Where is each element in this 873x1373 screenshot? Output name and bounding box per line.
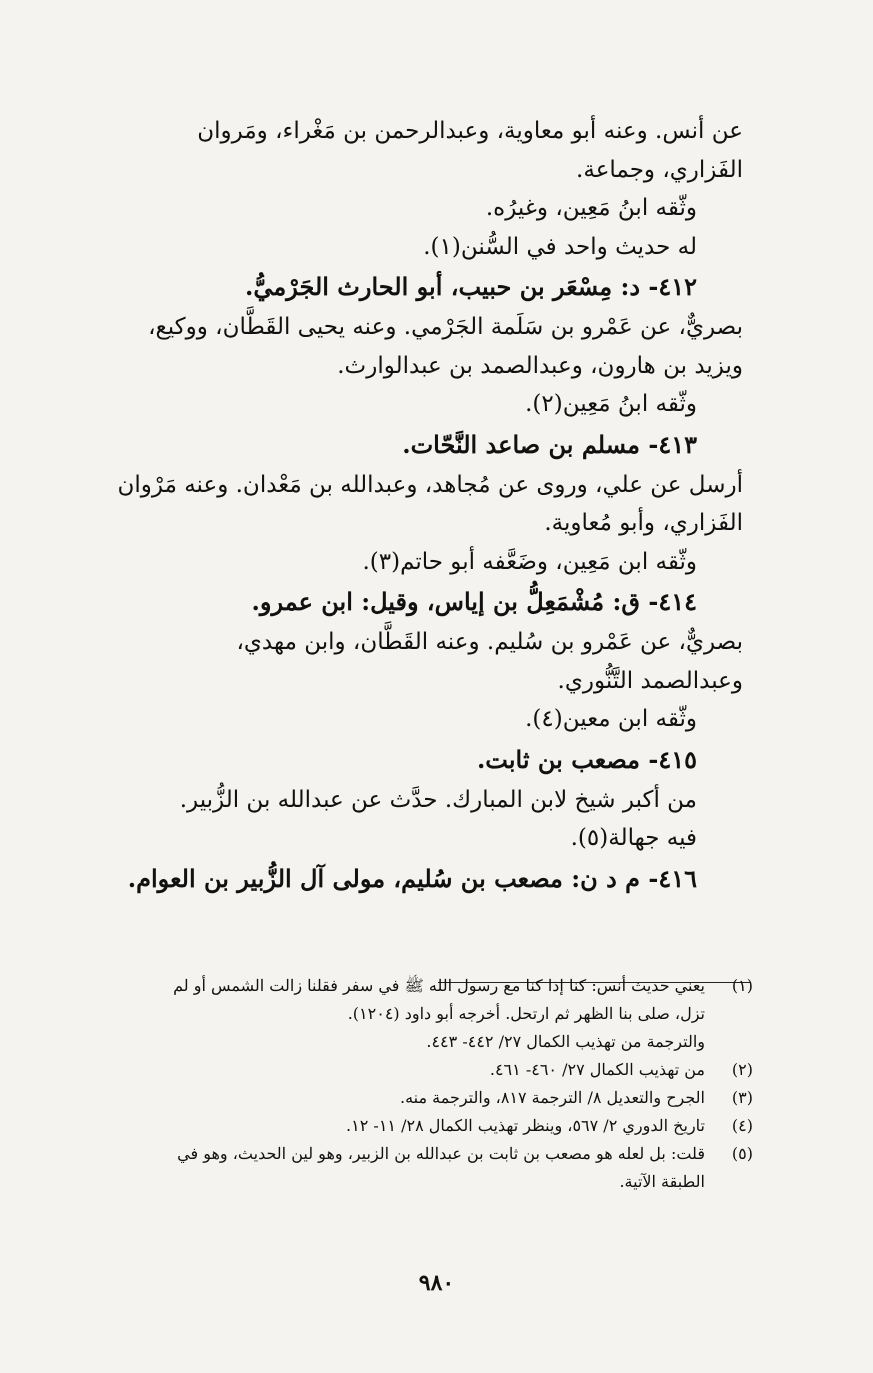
footnote-line: والترجمة من تهذيب الكمال ٢٧/ ٤٤٢- ٤٤٣.: [426, 1032, 705, 1051]
footnote-line: قلت: بل لعله هو مصعب بن ثابت بن عبدالله بن الزبير، وهو لين الحديث، وهو في: [177, 1144, 705, 1163]
footnote-text: [23, 1056, 705, 1084]
footnote-line: من تهذيب الكمال ٢٧/ ٤٦٠- ٤٦١.: [489, 1060, 705, 1079]
footnote-text: [23, 972, 705, 1056]
footnote-text: [23, 1084, 705, 1112]
text-line: وعبدالصمد التَّنُّوري.: [557, 667, 743, 694]
footnote-number: (٥): [731, 1144, 753, 1163]
main-text: [23, 112, 743, 900]
footnote-line: الجرح والتعديل ٨/ الترجمة ٨١٧، والترجمة منه.: [399, 1088, 705, 1107]
footnote-line: تاريخ الدوري ٢/ ٥٦٧، وينظر تهذيب الكمال ٢٨/ ١١- ١٢.: [346, 1116, 705, 1135]
text-line: فيه جهالة(٥).: [570, 825, 697, 851]
text-line: وثّقه ابنُ مَعِين(٢).: [525, 391, 697, 417]
text-line: وثّقه ابنُ مَعِين، وغيرُه.: [485, 195, 697, 221]
entry-heading-414: ٤١٤- ق: مُشْمَعِلُّ بن إياس، وقيل: ابن عمرو.: [251, 587, 697, 616]
footnote-text: [23, 1112, 705, 1140]
text-line: عن أنس. وعنه أبو معاوية، وعبدالرحمن بن مَغْراء، ومَروان: [197, 118, 743, 144]
text-line: وثّقه ابن مَعِين، وضَعَّفه أبو حاتم(٣).: [362, 548, 697, 575]
text-line: له حديث واحد في السُّنن(١).: [423, 233, 697, 260]
footnote-4: [23, 1112, 753, 1140]
footnote-line: الطبقة الآتية.: [619, 1172, 705, 1191]
entry-heading-412: ٤١٢- د: مِسْعَر بن حبيب، أبو الحارث الجَرْميُّ.: [245, 272, 697, 301]
text-line: ويزيد بن هارون، وعبدالصمد بن عبدالوارث.: [337, 352, 743, 379]
footnote-text: [23, 1140, 705, 1196]
text-line: بصريٌّ، عن عَمْرو بن سَلَمة الجَرْمي. وعنه يحيى القَطَّان، ووكيع،: [148, 314, 743, 340]
footnote-5: [23, 1140, 753, 1196]
text-line: الفَزاري، وأبو مُعاوية.: [544, 510, 743, 536]
footnote-number: (١): [731, 976, 753, 995]
entry-heading-415: ٤١٥- مصعب بن ثابت.: [476, 744, 697, 774]
footnotes: [23, 972, 753, 1196]
text-line: من أكبر شيخ لابن المبارك. حدَّث عن عبدالله بن الزُّبير.: [179, 786, 697, 813]
text-line: الفَزاري، وجماعة.: [576, 156, 743, 183]
entry-heading-413: ٤١٣- مسلم بن صاعد النَّحّات.: [402, 429, 697, 459]
footnote-1: [23, 972, 753, 1056]
text-line: وثّقه ابن معين(٤).: [525, 706, 697, 732]
footnote-number: (٤): [731, 1116, 753, 1135]
footnote-3: [23, 1084, 753, 1112]
text-line: أرسل عن علي، وروى عن مُجاهد، وعبدالله بن مَعْدان. وعنه مَرْوان: [117, 471, 743, 498]
footnote-line: يعني حديث أنس: كنا إذا كنا مع رسول الله ﷺ في سفر فقلنا زالت الشمس أو لم: [173, 976, 705, 995]
footnote-2: [23, 1056, 753, 1084]
footnote-number: (٢): [731, 1060, 753, 1079]
footnote-line: تزل، صلى بنا الظهر ثم ارتحل. أخرجه أبو داود (١٢٠٤).: [347, 1004, 705, 1023]
text-line: بصريٌّ، عن عَمْرو بن سُليم. وعنه القَطَّان، وابن مهدي،: [236, 629, 743, 655]
page-number: ٩٨٠: [418, 1270, 455, 1296]
footnote-number: (٣): [731, 1088, 753, 1107]
entry-heading-416: ٤١٦- م د ن: مصعب بن سُليم، مولى آل الزُّبير بن العوام.: [127, 863, 697, 893]
